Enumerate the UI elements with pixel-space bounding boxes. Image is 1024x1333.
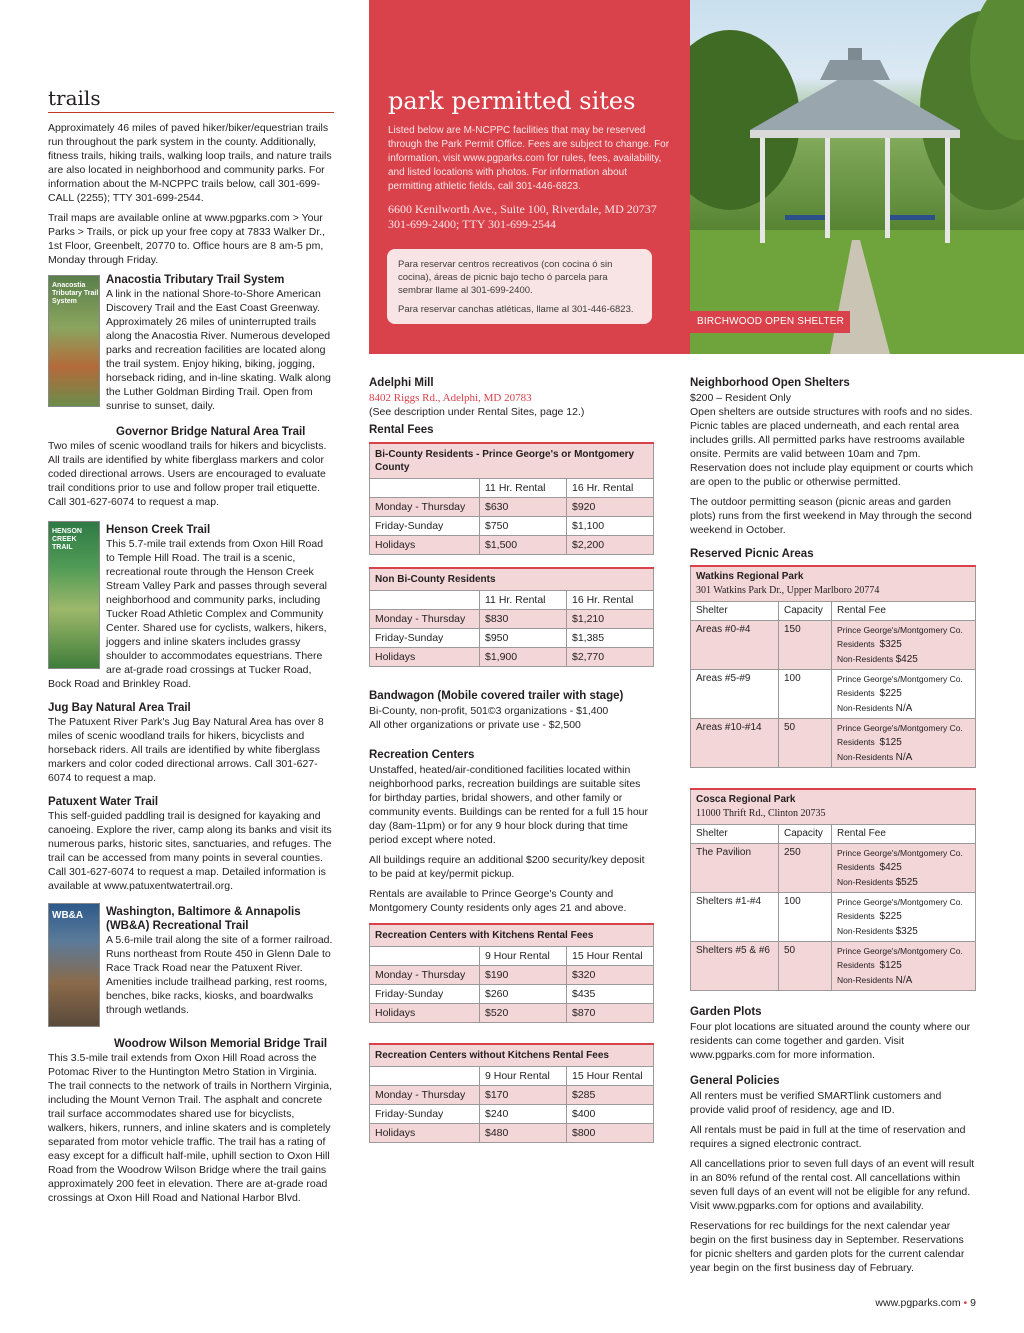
fee-col-label: 9 Hour Rental: [480, 947, 567, 966]
res-label: Residents: [837, 911, 875, 921]
trails-section: [48, 86, 334, 1205]
fee-label: Prince George's/Montgomery Co.: [837, 723, 963, 733]
fee-label: Prince George's/Montgomery Co.: [837, 946, 963, 956]
anacostia-brochure-thumbnail: [48, 275, 100, 407]
fee-col-label: 9 Hour Rental: [480, 1067, 567, 1086]
fee-value: $870: [567, 1004, 654, 1023]
fee-value: $1,900: [480, 648, 567, 667]
shelter-fee: [832, 670, 976, 719]
anacostia-thumb-label: Anacostia Tributary Trail System: [52, 282, 99, 305]
shelter-illustration: [690, 0, 1024, 354]
shelter-name: Areas #5-#9: [691, 670, 779, 719]
res-fee: $325: [879, 639, 902, 650]
trail-heading: Governor Bridge Natural Area Trail: [116, 426, 306, 438]
picnic-col-label: Capacity: [779, 825, 832, 844]
fee-value: $170: [480, 1086, 567, 1105]
fee-value: $400: [567, 1105, 654, 1124]
shelters-price: $200 – Resident Only: [690, 392, 791, 404]
shelter-capacity: 250: [779, 844, 832, 893]
permitted-sites-title: park permitted sites: [388, 87, 636, 115]
fee-value: $800: [567, 1124, 654, 1143]
shelter-fee: [832, 844, 976, 893]
fee-label: Prince George's/Montgomery Co.: [837, 625, 963, 635]
shelter-fee: [832, 942, 976, 991]
adelphi-mill-address: 8402 Riggs Rd., Adelphi, MD 20783: [369, 392, 532, 404]
fee-row-label: Friday-Sunday: [370, 517, 480, 536]
general-policies-title: General Policies: [690, 1075, 780, 1087]
rec-kitchen-fee-table: [369, 923, 654, 1023]
trails-maps-info: Trail maps are available online at www.pgparks.com > Your Parks > Trails, or pick up your free copy at 7833 Walker Dr., 1st Floor, Greenbelt, 20770 to. Office hours are 8 am-5 pm, Monday through Friday.: [48, 212, 326, 266]
shelter-capacity: 100: [779, 670, 832, 719]
fee-table-header: Bi-County Residents - Prince George's or Montgomery County: [370, 443, 654, 479]
shelter-capacity: 50: [779, 942, 832, 991]
adelphi-mill-note: (See description under Rental Sites, page 12.): [369, 406, 585, 418]
rental-fees-title: Rental Fees: [369, 424, 434, 436]
permitted-sites-panel: [369, 0, 690, 354]
shelters-season: The outdoor permitting season (picnic areas and garden plots) runs from the first weekend in May through the second weekend in October.: [690, 496, 972, 536]
fee-value: $950: [480, 629, 567, 648]
page-number: 9: [970, 1297, 976, 1309]
nonres-fee: N/A: [895, 703, 913, 714]
fee-value: $1,500: [480, 536, 567, 555]
picnic-col-label: Rental Fee: [832, 602, 976, 621]
rec-centers-desc: Unstaffed, heated/air-conditioned facilities located within neighborhood parks, recreation buildings are suitable sites for birthday parties, bridal showers, and other family or community events. Buildings can be rented for a full 15 hour day (8am-11pm) or for any 9 hour block during that time period except where noted.: [369, 764, 648, 846]
policy-payment: All rentals must be paid in full at the time of reservation and requires a signed electronic contract.: [690, 1124, 966, 1150]
spanish-courts-info: Para reservar canchas atléticas, llame al 301-446-6823.: [398, 304, 634, 315]
trail-description: This 5.7-mile trail extends from Oxon Hill Road to Temple Hill Road. The trail is a scenic, recreational route through the Henson Creek Stream Valley Park and passes through several neighborhood and community parks, including Tucker Road Athletic Complex and Community Center. Shared use for cyclists, walkers, hikers, joggers and inline skaters includes grassy shoulder to accommodates equestrians. There are at-grade road crossings at Tucker Road, Bock Road and Brinkley Road.: [48, 538, 328, 690]
fee-row-label: Monday - Thursday: [370, 498, 480, 517]
picnic-areas-title: Reserved Picnic Areas: [690, 548, 814, 560]
fee-value: $630: [480, 498, 567, 517]
shelter-capacity: 150: [779, 621, 832, 670]
fee-col-label: [370, 479, 480, 498]
henson-thumb-label: HENSON CREEK TRAIL: [52, 528, 82, 551]
res-label: Residents: [837, 862, 875, 872]
fee-col-label: 15 Hour Rental: [567, 947, 654, 966]
permitted-sites-intro: Listed below are M-NCPPC facilities that may be reserved through the Park Permit Office. Fees are subject to change. For information, visit www.pgparks.com for rules, fees, availability, and listed locations with photos. For information about permitting athletic fields, call 301-446-6823.: [388, 125, 670, 192]
non-bicounty-fee-table: [369, 567, 654, 667]
nonres-label: Non-Residents: [837, 877, 894, 887]
trail-description: The Patuxent River Park's Jug Bay Natural Area has over 8 miles of scenic woodland trails for hikers, bicyclists and horseback riders. All trails are identified by white fiberglass markers and color coded directional arrows. Call 301-627-6074 to request a map.: [48, 716, 324, 784]
park-address: 301 Watkins Park Dr., Upper Marlboro 20774: [696, 585, 880, 596]
fee-row-label: Monday - Thursday: [370, 1086, 480, 1105]
shelter-fee: [832, 719, 976, 768]
policy-reservation-dates: Reservations for rec buildings for the next calendar year begin on the first business day in September. Reservations for picnic shelters and garden plots for the current calendar year begin on the first business day of February.: [690, 1220, 965, 1274]
fee-value: $520: [480, 1004, 567, 1023]
fee-value: $920: [567, 498, 654, 517]
fee-col-label: 11 Hr. Rental: [480, 591, 567, 610]
adelphi-mill-title: Adelphi Mill: [369, 377, 434, 389]
trail-heading: Jug Bay Natural Area Trail: [48, 702, 191, 714]
fee-value: $240: [480, 1105, 567, 1124]
policy-verification: All renters must be verified SMARTlink customers and provide valid proof of residency, age and ID.: [690, 1090, 942, 1116]
permit-office-phone: 301-699-2400; TTY 301-699-2544: [388, 217, 556, 231]
res-label: Residents: [837, 639, 875, 649]
bandwagon-other-fee: All other organizations or private use - $2,500: [369, 719, 581, 731]
trail-heading: Woodrow Wilson Memorial Bridge Trail: [114, 1038, 328, 1050]
picnic-col-label: Capacity: [779, 602, 832, 621]
bandwagon-title: Bandwagon (Mobile covered trailer with stage): [369, 690, 624, 702]
trail-wba: [48, 901, 334, 1027]
nonres-label: Non-Residents: [837, 654, 894, 664]
trail-description: This 3.5-mile trail extends from Oxon Hill Road across the Potomac River to the Huntington Metro Station in Virginia. The trail connects to the network of trails in Northern Virginia, including the Mount Vernon Trail. The asphalt and concrete trail surface accommodates shared use for bicyclists, walkers, hikers, runners, and inline skaters and is completely separated from motor vehicle traffic. The trail has a rating of easy except for a difficult half-mile, uphill section to Oxon Hill Road from the Woodrow Wilson Bridge where the trail gains approximately 200 feet in elevation. There are at-grade road crossings at Oxon Hill Road and National Harbor Blvd.: [48, 1052, 333, 1204]
page-footer: [875, 1296, 976, 1310]
garden-plots-title: Garden Plots: [690, 1006, 762, 1018]
fee-row-label: Monday - Thursday: [370, 610, 480, 629]
footer-separator: •: [963, 1297, 968, 1309]
trail-heading: Anacostia Tributary Trail System: [106, 274, 285, 286]
fee-col-label: [370, 947, 480, 966]
shelter-name: Shelters #1-#4: [691, 893, 779, 942]
fee-row-label: Friday-Sunday: [370, 1105, 480, 1124]
park-name: Cosca Regional Park: [696, 794, 796, 805]
birchwood-shelter-photo: [690, 0, 1024, 354]
fee-col-label: [370, 1067, 480, 1086]
nonres-label: Non-Residents: [837, 752, 894, 762]
fee-value: $1,385: [567, 629, 654, 648]
shelter-name: The Pavilion: [691, 844, 779, 893]
picnic-col-label: Shelter: [691, 825, 779, 844]
fee-row-label: Holidays: [370, 536, 480, 555]
fee-label: Prince George's/Montgomery Co.: [837, 897, 963, 907]
fee-col-label: 16 Hr. Rental: [567, 479, 654, 498]
fee-table-header: Non Bi-County Residents: [370, 568, 654, 591]
fee-value: $1,100: [567, 517, 654, 536]
nonres-fee: $525: [895, 877, 918, 888]
fee-table-header: Recreation Centers with Kitchens Rental Fees: [370, 924, 654, 947]
trail-description: A link in the national Shore-to-Shore American Discovery Trail and the East Coast Greenway. Approximately 26 miles of uninterrupted trails along the Anacostia River. Numerous developed parks and recreation facilities are located along the trail system. Enjoy hiking, biking, jogging, horseback riding, and in-line skating. Walk along the Luther Goldman Birding Trail. Open from sunrise to sunset, daily.: [106, 288, 331, 412]
garden-plots-text: Four plot locations are situated around the county where our residents can come together and garden. Visit www.pgparks.com for more information.: [690, 1021, 971, 1061]
bicounty-fee-table: [369, 442, 654, 555]
middle-column: [369, 376, 655, 1143]
nonres-fee: N/A: [895, 752, 913, 763]
fee-value: $750: [480, 517, 567, 536]
shelters-desc: Open shelters are outside structures with roofs and no sides. Picnic tables are placed underneath, and each rental area includes grills. All permitted parks have restrooms available onsite. Permits are valid between 10am and 7pm. Reservation does not include play equipment or courts which are open to the public or otherwise permitted.: [690, 406, 974, 488]
shelter-capacity: 100: [779, 893, 832, 942]
photo-caption: BIRCHWOOD OPEN SHELTER: [690, 311, 850, 333]
policy-cancellation: All cancellations prior to seven full days of an event will result in an 80% refund of the rental cost. All cancellations within seven full days of an event will not be eligible for any refund. Visit www.pgparks.com for options and availability.: [690, 1158, 975, 1212]
nonres-fee: N/A: [895, 975, 913, 986]
res-fee: $125: [879, 960, 902, 971]
res-fee: $225: [879, 688, 902, 699]
picnic-col-label: Rental Fee: [832, 825, 976, 844]
fee-value: $435: [567, 985, 654, 1004]
shelter-name: Areas #10-#14: [691, 719, 779, 768]
fee-value: $260: [480, 985, 567, 1004]
rec-centers-title: Recreation Centers: [369, 749, 475, 761]
fee-col-label: 16 Hr. Rental: [567, 591, 654, 610]
wba-brochure-thumbnail: [48, 903, 100, 1027]
fee-row-label: Monday - Thursday: [370, 966, 480, 985]
fee-row-label: Friday-Sunday: [370, 985, 480, 1004]
fee-value: $830: [480, 610, 567, 629]
fee-value: $1,210: [567, 610, 654, 629]
park-name: Watkins Regional Park: [696, 571, 804, 582]
shelter-fee: [832, 621, 976, 670]
nonres-label: Non-Residents: [837, 975, 894, 985]
shelters-title: Neighborhood Open Shelters: [690, 377, 850, 389]
fee-row-label: Holidays: [370, 1124, 480, 1143]
res-label: Residents: [837, 688, 875, 698]
bandwagon-nonprofit-fee: Bi-County, non-profit, 501©3 organizations - $1,400: [369, 705, 609, 717]
park-address: 11000 Thrift Rd., Clinton 20735: [696, 808, 826, 819]
res-label: Residents: [837, 960, 875, 970]
trail-heading: Washington, Baltimore & Annapolis (WB&A) Recreational Trail: [106, 906, 301, 932]
trail-heading: Henson Creek Trail: [106, 524, 211, 536]
trails-intro: Approximately 46 miles of paved hiker/biker/equestrian trails run throughout the park system in the county. Additionally, fitness trails, hiking trails, walking loop trails, and nature trails are also located in neighborhood and community parks. For information about the M-NCPPC trails below, call 301-699-CALL (2255); TTY 301-699-2544.: [48, 122, 332, 204]
trail-description: This self-guided paddling trail is designed for kayaking and canoeing. Explore the river, camp along its banks and visit its numerous parks, historic sites, sanctuaries, and refuges. The trail can be accessed from many points in several counties. Call 301-627-6074 to request a map. Detailed information is available at www.patuxentwatertrail.org.: [48, 810, 332, 892]
trail-description: Two miles of scenic woodland trails for hikers and bicyclists. All trails are identified by white fiberglass markers and color coded directional arrows. Users are encouraged to evaluate trail conditions prior to use and follow proper trail etiquette. Call 301-627-6074 to request a map.: [48, 440, 327, 508]
rec-centers-eligibility: Rentals are available to Prince George's County and Montgomery County residents only ages 21 and above.: [369, 888, 627, 914]
fee-col-label: 15 Hour Rental: [567, 1067, 654, 1086]
trails-title: trails: [48, 86, 334, 113]
shelter-capacity: 50: [779, 719, 832, 768]
trail-description: A 5.6-mile trail along the site of a former railroad. Runs northeast from Route 450 in Glenn Dale to Race Track Road near the Patuxent River. Amenities include trailhead parking, rest rooms, benches, bike racks, kiosks, and boardwalks through wetlands.: [106, 934, 333, 1016]
wba-thumb-label: WB&A: [52, 910, 84, 921]
fee-row-label: Holidays: [370, 648, 480, 667]
fee-row-label: Holidays: [370, 1004, 480, 1023]
shelter-name: Shelters #5 & #6: [691, 942, 779, 991]
fee-value: $285: [567, 1086, 654, 1105]
trail-anacostia: [48, 273, 334, 413]
footer-website-link[interactable]: www.pgparks.com: [875, 1297, 961, 1309]
fee-value: $2,200: [567, 536, 654, 555]
permit-office-address: 6600 Kenilworth Ave., Suite 100, Riverdale, MD 20737: [388, 202, 657, 216]
fee-table-header: Recreation Centers without Kitchens Rental Fees: [370, 1044, 654, 1067]
trail-henson: [48, 519, 334, 691]
spanish-rec-info: Para reservar centros recreativos (con cocina ó sin cocina), áreas de picnic bajo techo ó parcela para sembrar llame al 301-699-2400.: [398, 259, 613, 296]
cosca-picnic-table: [690, 788, 976, 991]
fee-value: $320: [567, 966, 654, 985]
picnic-col-label: Shelter: [691, 602, 779, 621]
rec-centers-deposit: All buildings require an additional $200 security/key deposit to be paid at key/permit pickup.: [369, 854, 645, 880]
trail-heading: Patuxent Water Trail: [48, 796, 159, 808]
nonres-fee: $425: [895, 654, 918, 665]
shelter-name: Areas #0-#4: [691, 621, 779, 670]
nonres-fee: $325: [895, 926, 918, 937]
shelter-fee: [832, 893, 976, 942]
nonres-label: Non-Residents: [837, 703, 894, 713]
right-column: [690, 376, 977, 1281]
fee-row-label: Friday-Sunday: [370, 629, 480, 648]
fee-col-label: [370, 591, 480, 610]
watkins-picnic-table: [690, 565, 976, 768]
fee-value: $2,770: [567, 648, 654, 667]
fee-value: $190: [480, 966, 567, 985]
fee-label: Prince George's/Montgomery Co.: [837, 674, 963, 684]
spanish-info-box: [387, 249, 652, 324]
nonres-label: Non-Residents: [837, 926, 894, 936]
res-fee: $225: [879, 911, 902, 922]
rec-no-kitchen-fee-table: [369, 1043, 654, 1143]
res-fee: $125: [879, 737, 902, 748]
res-label: Residents: [837, 737, 875, 747]
fee-value: $480: [480, 1124, 567, 1143]
henson-brochure-thumbnail: [48, 521, 100, 669]
fee-label: Prince George's/Montgomery Co.: [837, 848, 963, 858]
res-fee: $425: [879, 862, 902, 873]
fee-col-label: 11 Hr. Rental: [480, 479, 567, 498]
